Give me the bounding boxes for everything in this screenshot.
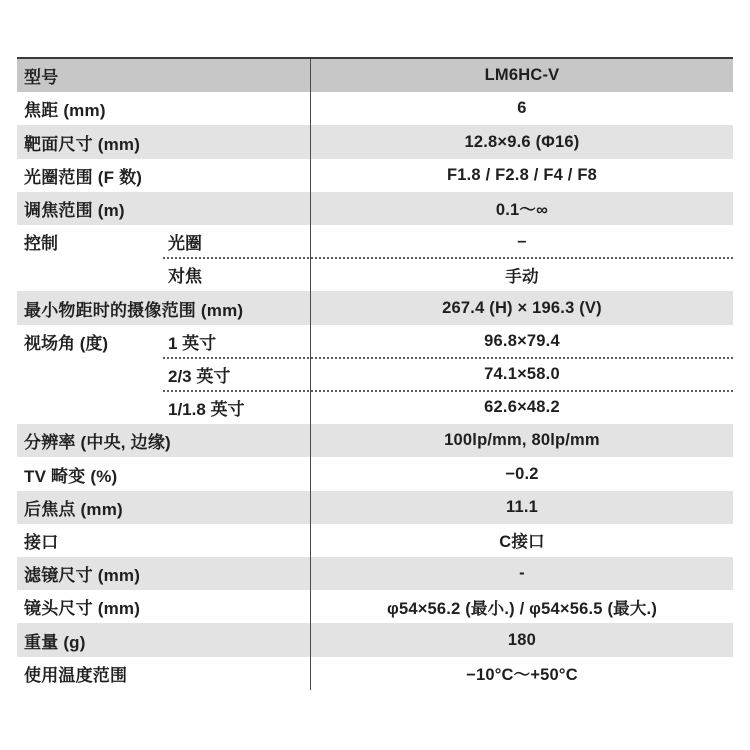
spec-label-cell <box>17 159 310 192</box>
spec-row <box>17 590 733 623</box>
spec-value: 100lp/mm, 80lp/mm <box>310 424 733 457</box>
spec-row <box>17 623 733 656</box>
spec-value: F1.8 / F2.8 / F4 / F8 <box>310 159 733 192</box>
spec-row <box>17 457 733 490</box>
spec-group-label: 控制 <box>24 234 58 254</box>
spec-value: LM6HC-V <box>310 59 733 92</box>
spec-value: 180 <box>310 623 733 656</box>
spec-row <box>17 225 733 258</box>
spec-sublabel: 光圈 <box>168 234 202 254</box>
spec-sublabel: 对焦 <box>168 267 202 287</box>
spec-value: −0.2 <box>310 457 733 490</box>
lens-spec-table <box>17 57 733 690</box>
spec-value: 96.8×79.4 <box>310 325 733 358</box>
spec-label-cell <box>17 125 310 158</box>
spec-label: 靶面尺寸 (mm) <box>24 134 141 154</box>
spec-label: 后焦点 (mm) <box>24 499 123 519</box>
spec-label: 光圈范围 (F 数) <box>24 167 143 187</box>
spec-label: 滤镜尺寸 (mm) <box>24 566 141 586</box>
spec-label: 使用温度范围 <box>24 665 128 685</box>
spec-row <box>17 358 733 391</box>
spec-row <box>17 524 733 557</box>
spec-row <box>17 159 733 192</box>
spec-label: 接口 <box>24 532 59 552</box>
spec-label-cell <box>17 225 310 258</box>
spec-label: 重量 (g) <box>24 632 86 652</box>
spec-label-cell <box>17 258 310 291</box>
spec-row <box>17 557 733 590</box>
spec-value: 手动 <box>310 258 733 291</box>
spec-row <box>17 258 733 291</box>
spec-label: 焦距 (mm) <box>24 101 106 121</box>
spec-label: 分辨率 (中央, 边缘) <box>24 433 171 453</box>
spec-label-cell <box>17 491 310 524</box>
spec-row <box>17 59 733 92</box>
spec-value: 6 <box>310 92 733 125</box>
spec-label-cell <box>17 424 310 457</box>
spec-label-cell <box>17 623 310 656</box>
spec-value: −10°C～+50°C <box>310 657 733 690</box>
spec-row <box>17 92 733 125</box>
spec-label: 最小物距时的摄像范围 (mm) <box>24 300 244 320</box>
spec-label-cell <box>17 59 310 92</box>
spec-value: 12.8×9.6 (Φ16) <box>310 125 733 158</box>
spec-label-cell <box>17 524 310 557</box>
spec-label-cell <box>17 590 310 623</box>
spec-group-label: 视场角 (度) <box>24 333 109 353</box>
spec-row <box>17 192 733 225</box>
spec-row <box>17 291 733 324</box>
spec-value: φ54×56.2 (最小.) / φ54×56.5 (最大.) <box>310 590 733 623</box>
spec-label-cell <box>17 457 310 490</box>
spec-sublabel: 1 英寸 <box>168 333 217 353</box>
spec-label-cell <box>17 325 310 358</box>
spec-row <box>17 391 733 424</box>
spec-row <box>17 424 733 457</box>
spec-sublabel: 2/3 英寸 <box>168 366 231 386</box>
spec-label-cell <box>17 557 310 590</box>
spec-sublabel: 1/1.8 英寸 <box>168 400 245 420</box>
spec-label-cell <box>17 358 310 391</box>
spec-value: – <box>310 225 733 258</box>
spec-label-cell <box>17 291 310 324</box>
spec-value: - <box>310 557 733 590</box>
spec-label-cell <box>17 391 310 424</box>
spec-row <box>17 325 733 358</box>
spec-row <box>17 125 733 158</box>
spec-value: 74.1×58.0 <box>310 358 733 391</box>
spec-row <box>17 657 733 690</box>
spec-value: C接口 <box>310 524 733 557</box>
spec-label: TV 畸变 (%) <box>24 466 118 486</box>
spec-label-cell <box>17 192 310 225</box>
spec-row <box>17 491 733 524</box>
spec-label: 镜头尺寸 (mm) <box>24 599 141 619</box>
spec-value: 62.6×48.2 <box>310 391 733 424</box>
spec-value: 11.1 <box>310 491 733 524</box>
spec-label: 型号 <box>24 68 59 88</box>
spec-label-cell <box>17 657 310 690</box>
spec-label-cell <box>17 92 310 125</box>
spec-value: 0.1～∞ <box>310 192 733 225</box>
spec-label: 调焦范围 (m) <box>24 200 125 220</box>
spec-value: 267.4 (H) × 196.3 (V) <box>310 291 733 324</box>
